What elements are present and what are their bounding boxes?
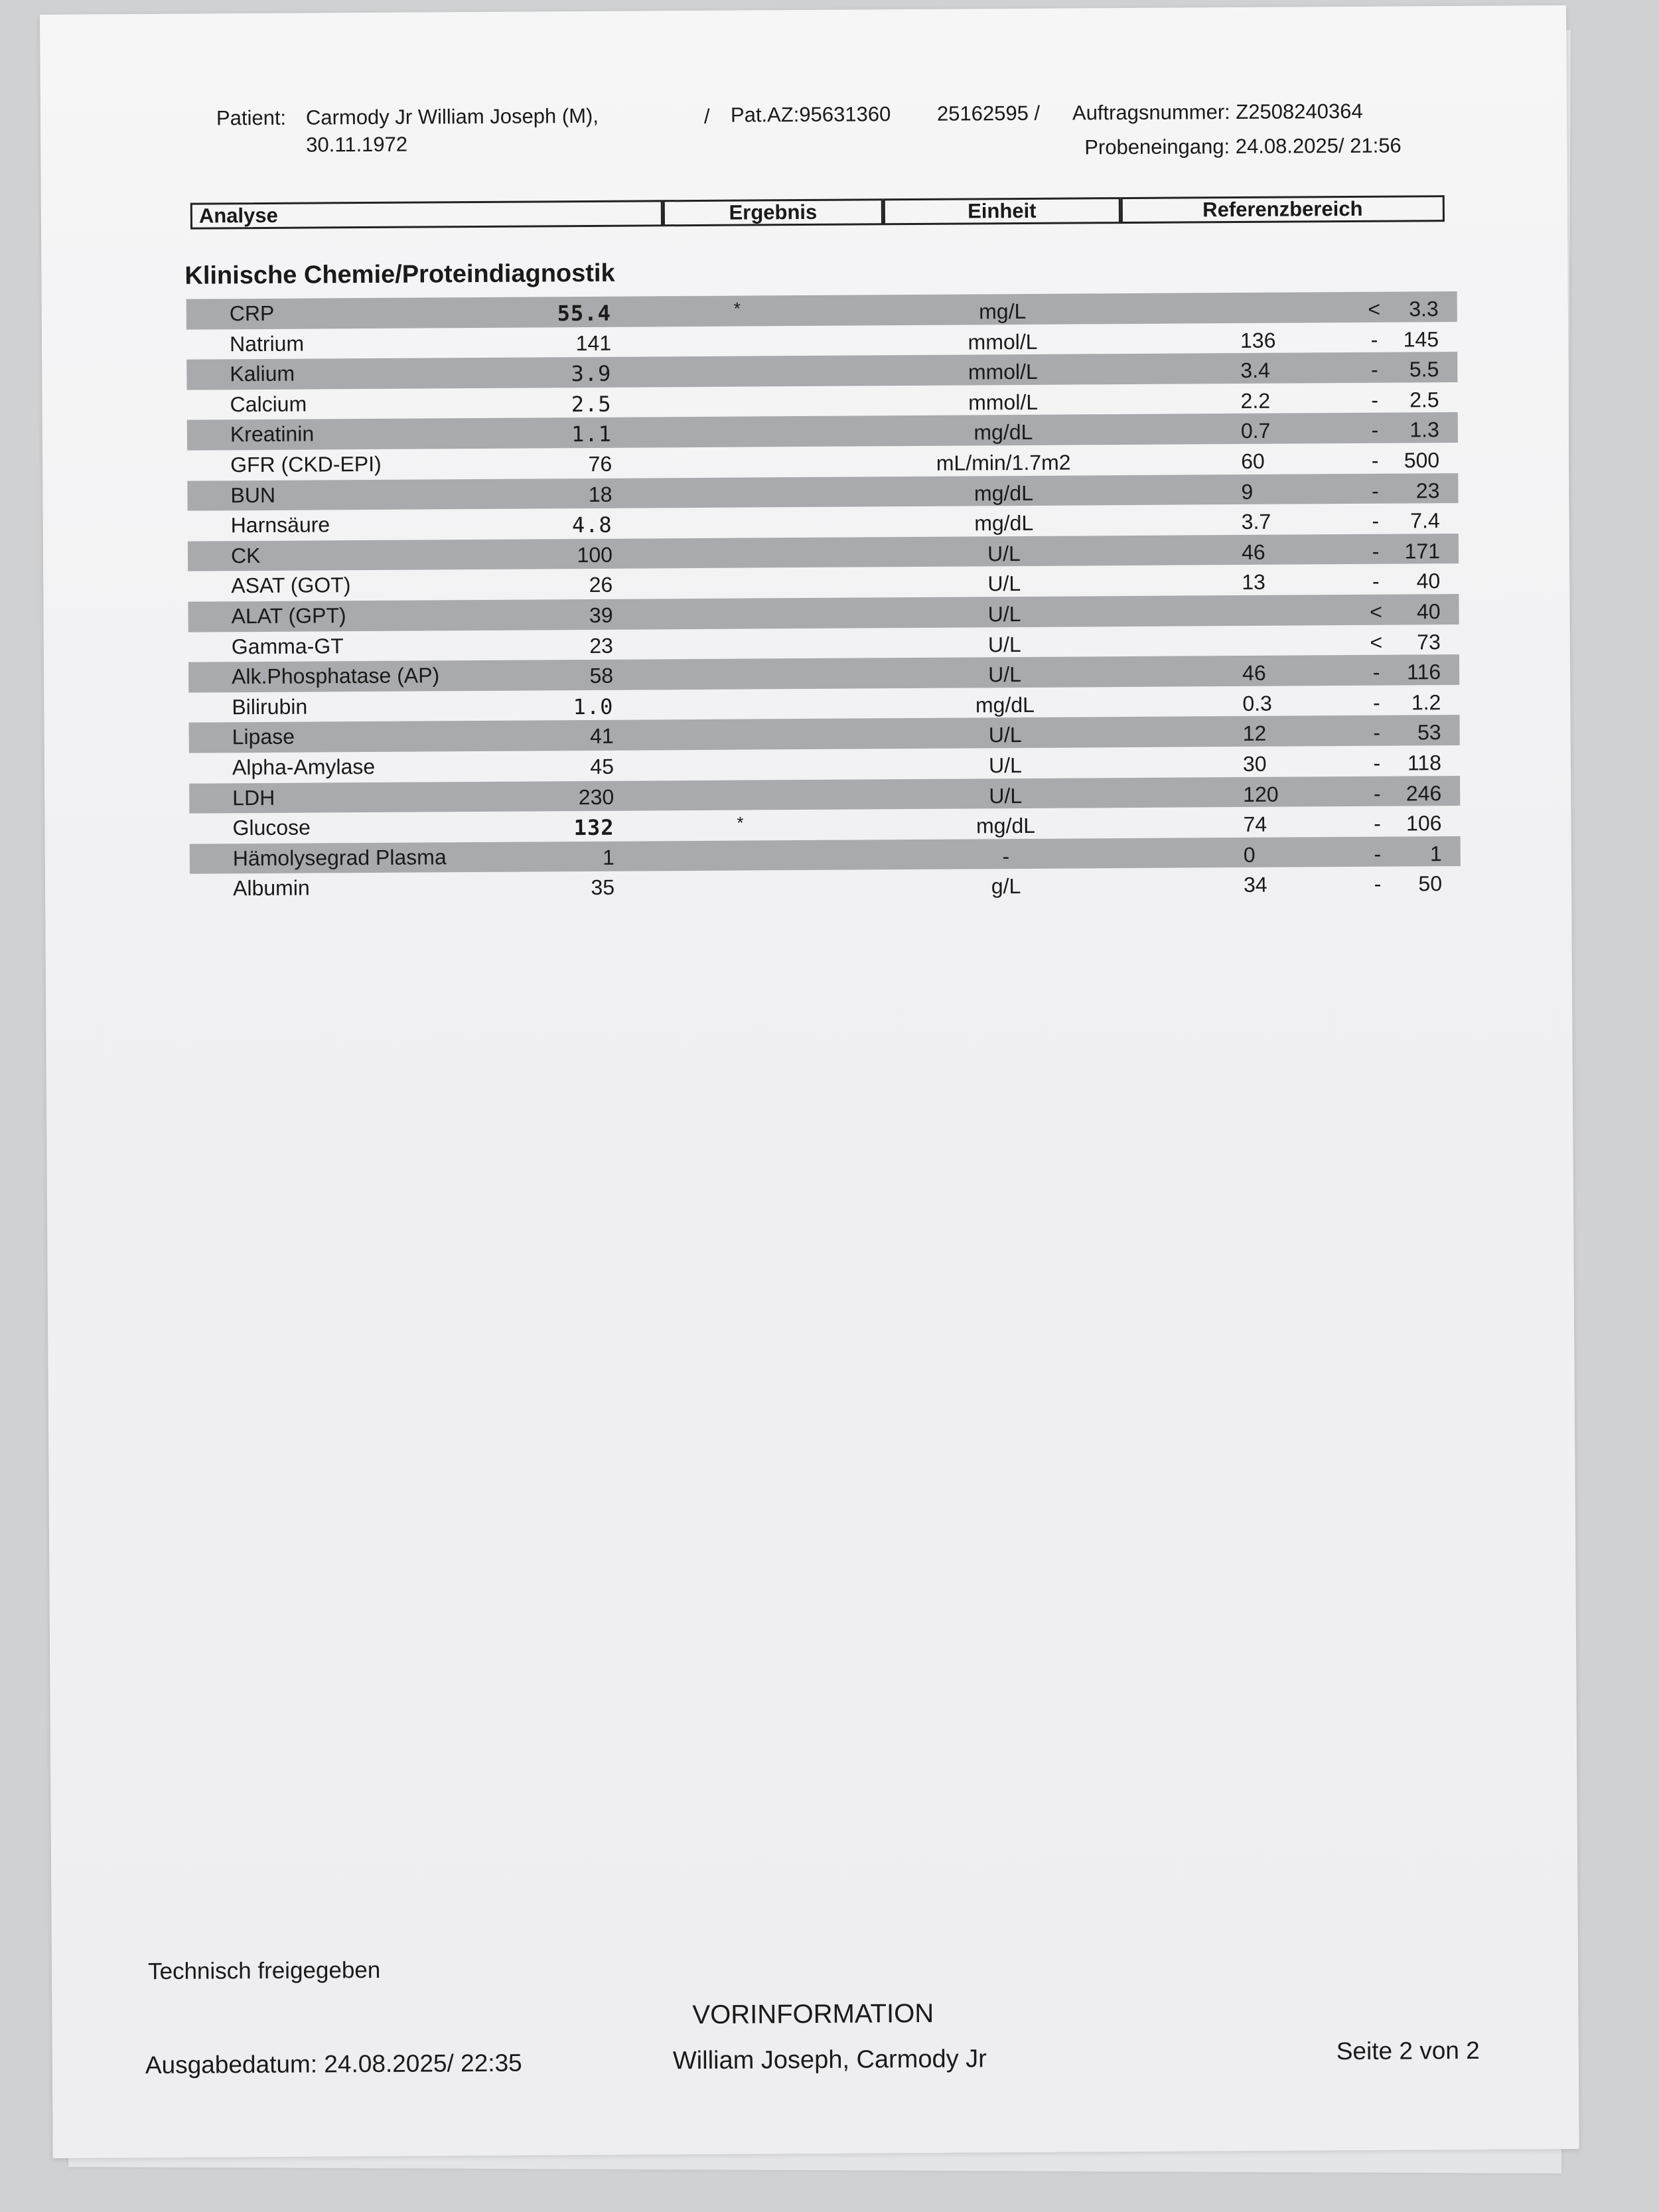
technical-release: Technisch freigegeben — [147, 1956, 381, 1985]
reference-separator: - — [1371, 388, 1379, 412]
analyte-name: Alk.Phosphatase (AP) — [232, 663, 440, 689]
reference-low: 46 — [1241, 540, 1265, 564]
reference-low: 0.3 — [1242, 691, 1272, 715]
reference-separator: - — [1374, 871, 1382, 897]
column-unit: Einheit — [883, 197, 1121, 225]
reference-high: 1.3 — [1409, 417, 1439, 442]
reference-low: 2.2 — [1240, 388, 1271, 413]
analyte-name: Alpha-Amylase — [232, 754, 376, 780]
reference-low: 12 — [1242, 721, 1267, 746]
reference-high: 2.5 — [1409, 387, 1439, 412]
reference-high: 53 — [1417, 720, 1441, 745]
results-table — [186, 291, 1461, 905]
result-value: 76 — [588, 451, 613, 476]
result-unit: U/L — [987, 632, 1021, 656]
result-value: 18 — [588, 482, 613, 506]
reference-low: 60 — [1241, 449, 1265, 473]
result-unit: U/L — [989, 783, 1023, 808]
result-unit: g/L — [991, 874, 1021, 899]
analyte-name: Kalium — [230, 361, 295, 386]
reference-separator: - — [1372, 508, 1380, 533]
issue-date: Ausgabedatum: 24.08.2025/ 22:35 — [145, 2049, 522, 2079]
result-value: 35 — [591, 875, 615, 900]
result-unit: mg/dL — [975, 813, 1036, 838]
table-column-headers — [190, 195, 1445, 232]
reference-separator: - — [1372, 660, 1380, 684]
result-value: 26 — [589, 573, 613, 597]
analyte-name: ALAT (GPT) — [231, 603, 346, 628]
analyte-name: Natrium — [229, 331, 305, 356]
result-value: 1.1 — [571, 421, 613, 447]
result-value: 2.5 — [571, 391, 612, 417]
reference-high: 116 — [1406, 660, 1441, 684]
result-value: 39 — [589, 603, 613, 627]
reference-separator: - — [1373, 721, 1381, 745]
result-value: 55.4 — [557, 300, 611, 327]
analyte-name: Gamma-GT — [231, 633, 344, 658]
reference-high: 73 — [1417, 629, 1441, 654]
reference-high: 246 — [1406, 780, 1442, 805]
reference-low: 3.4 — [1240, 358, 1270, 383]
reference-high: 23 — [1415, 478, 1440, 502]
reference-separator: - — [1373, 751, 1381, 775]
analyte-name: Calcium — [230, 392, 307, 417]
analyte-name: Glucose — [232, 815, 311, 840]
result-unit: mg/dL — [974, 511, 1034, 536]
result-value: 23 — [589, 633, 613, 658]
order-number: Auftragsnummer: Z2508240364 — [1072, 99, 1363, 125]
reference-high: 7.4 — [1410, 508, 1440, 533]
result-value: 3.9 — [571, 360, 612, 387]
reference-high: 145 — [1403, 327, 1439, 352]
result-value: 41 — [589, 724, 614, 749]
result-unit: mg/dL — [974, 480, 1034, 505]
reference-separator: - — [1370, 357, 1378, 382]
result-value: 230 — [578, 784, 614, 809]
column-result: Ergebnis — [663, 198, 883, 226]
reference-separator: - — [1374, 842, 1382, 866]
reference-high: 106 — [1406, 811, 1442, 836]
reference-separator: - — [1374, 811, 1381, 836]
reference-low: 120 — [1243, 782, 1279, 806]
result-unit: U/L — [987, 541, 1021, 566]
reference-separator: - — [1372, 479, 1379, 503]
patient-header — [216, 91, 1498, 172]
analyte-name: GFR (CKD-EPI) — [230, 451, 382, 477]
analyte-name: Lipase — [232, 725, 295, 749]
reference-low: 30 — [1242, 751, 1267, 776]
result-unit: U/L — [987, 571, 1021, 596]
result-unit: mmol/L — [968, 329, 1038, 354]
reference-high: 500 — [1404, 448, 1440, 473]
reference-low: 3.7 — [1241, 509, 1271, 534]
result-unit: mmol/L — [968, 390, 1039, 415]
reference-low: 0.7 — [1240, 419, 1271, 443]
result-unit: - — [1002, 844, 1010, 868]
reference-high: 50 — [1418, 871, 1443, 896]
reference-low: 0 — [1243, 842, 1256, 867]
result-unit: U/L — [988, 723, 1022, 747]
result-unit: U/L — [988, 662, 1022, 687]
analyte-name: Kreatinin — [230, 421, 315, 447]
footer-patient-name: William Joseph, Carmody Jr — [672, 2045, 987, 2075]
result-unit: mg/L — [979, 299, 1027, 324]
analyte-name: Albumin — [232, 875, 310, 901]
reference-separator: - — [1371, 448, 1379, 473]
result-unit: mg/dL — [974, 420, 1033, 445]
analyte-name: Hämolysegrad Plasma — [232, 844, 447, 870]
result-value: 45 — [590, 754, 614, 778]
reference-high: 3.3 — [1409, 297, 1439, 321]
reference-separator: - — [1373, 781, 1381, 806]
case-number: 25162595 / — [936, 101, 1041, 125]
result-unit: U/L — [987, 601, 1021, 627]
analyte-name: Harnsäure — [230, 512, 330, 538]
reference-separator: - — [1372, 539, 1380, 563]
analyte-name: ASAT (GOT) — [231, 573, 351, 598]
result-unit: mg/dL — [975, 692, 1035, 717]
reference-low: 34 — [1243, 873, 1267, 897]
result-value: 141 — [575, 331, 612, 355]
reference-high: 40 — [1416, 569, 1441, 593]
result-value: 1.0 — [573, 694, 614, 719]
result-value: 58 — [589, 663, 614, 688]
reference-low: 74 — [1243, 812, 1267, 837]
result-unit: mmol/L — [968, 360, 1038, 384]
birth-date: 30.11.1972 — [306, 132, 408, 157]
analyte-name: Bilirubin — [232, 694, 308, 719]
patient-name: Carmody Jr William Joseph (M), — [305, 104, 599, 129]
result-value: 132 — [573, 814, 614, 841]
reference-separator: < — [1370, 630, 1383, 654]
preliminary-label: VORINFORMATION — [692, 1998, 934, 2030]
reference-separator: - — [1370, 327, 1378, 352]
reference-high: 118 — [1407, 751, 1442, 775]
patient-label: Patient: — [216, 106, 287, 130]
reference-separator: < — [1368, 297, 1381, 321]
result-value: 100 — [577, 542, 613, 567]
reference-high: 1 — [1429, 841, 1442, 865]
reference-low: 46 — [1242, 660, 1266, 686]
reference-separator: - — [1372, 569, 1380, 594]
result-unit: U/L — [988, 753, 1022, 778]
reference-high: 40 — [1416, 599, 1441, 624]
reference-high: 1.2 — [1411, 690, 1441, 715]
result-value: 1 — [602, 845, 614, 869]
analyte-name: BUN — [230, 482, 276, 507]
reference-separator: - — [1371, 418, 1379, 443]
reference-separator: - — [1372, 690, 1380, 715]
patient-id: Pat.AZ:95631360 — [730, 102, 891, 127]
analyte-name: CRP — [229, 301, 275, 326]
separator-slash: / — [703, 104, 710, 128]
result-value: 4.8 — [571, 512, 613, 538]
lab-report-page — [40, 5, 1579, 2158]
sample-received: Probeneingang: 24.08.2025/ 21:56 — [1084, 133, 1402, 159]
analyte-name: LDH — [232, 785, 275, 810]
column-reference: Referenzbereich — [1121, 195, 1445, 224]
page-number: Seite 2 von 2 — [1336, 2036, 1480, 2065]
analyte-name: CK — [230, 543, 261, 568]
reference-low: 13 — [1242, 570, 1265, 595]
reference-high: 5.5 — [1409, 357, 1439, 382]
reference-low: 9 — [1241, 479, 1254, 504]
abnormal-flag: * — [733, 298, 741, 319]
reference-separator: < — [1370, 599, 1383, 624]
abnormal-flag: * — [737, 812, 744, 833]
reference-high: 171 — [1404, 538, 1441, 563]
reference-low: 136 — [1240, 328, 1276, 352]
result-unit: mL/min/1.7m2 — [936, 450, 1071, 475]
section-title: Klinische Chemie/Proteindiagnostik — [184, 259, 615, 290]
column-analysis: Analyse — [190, 200, 663, 229]
